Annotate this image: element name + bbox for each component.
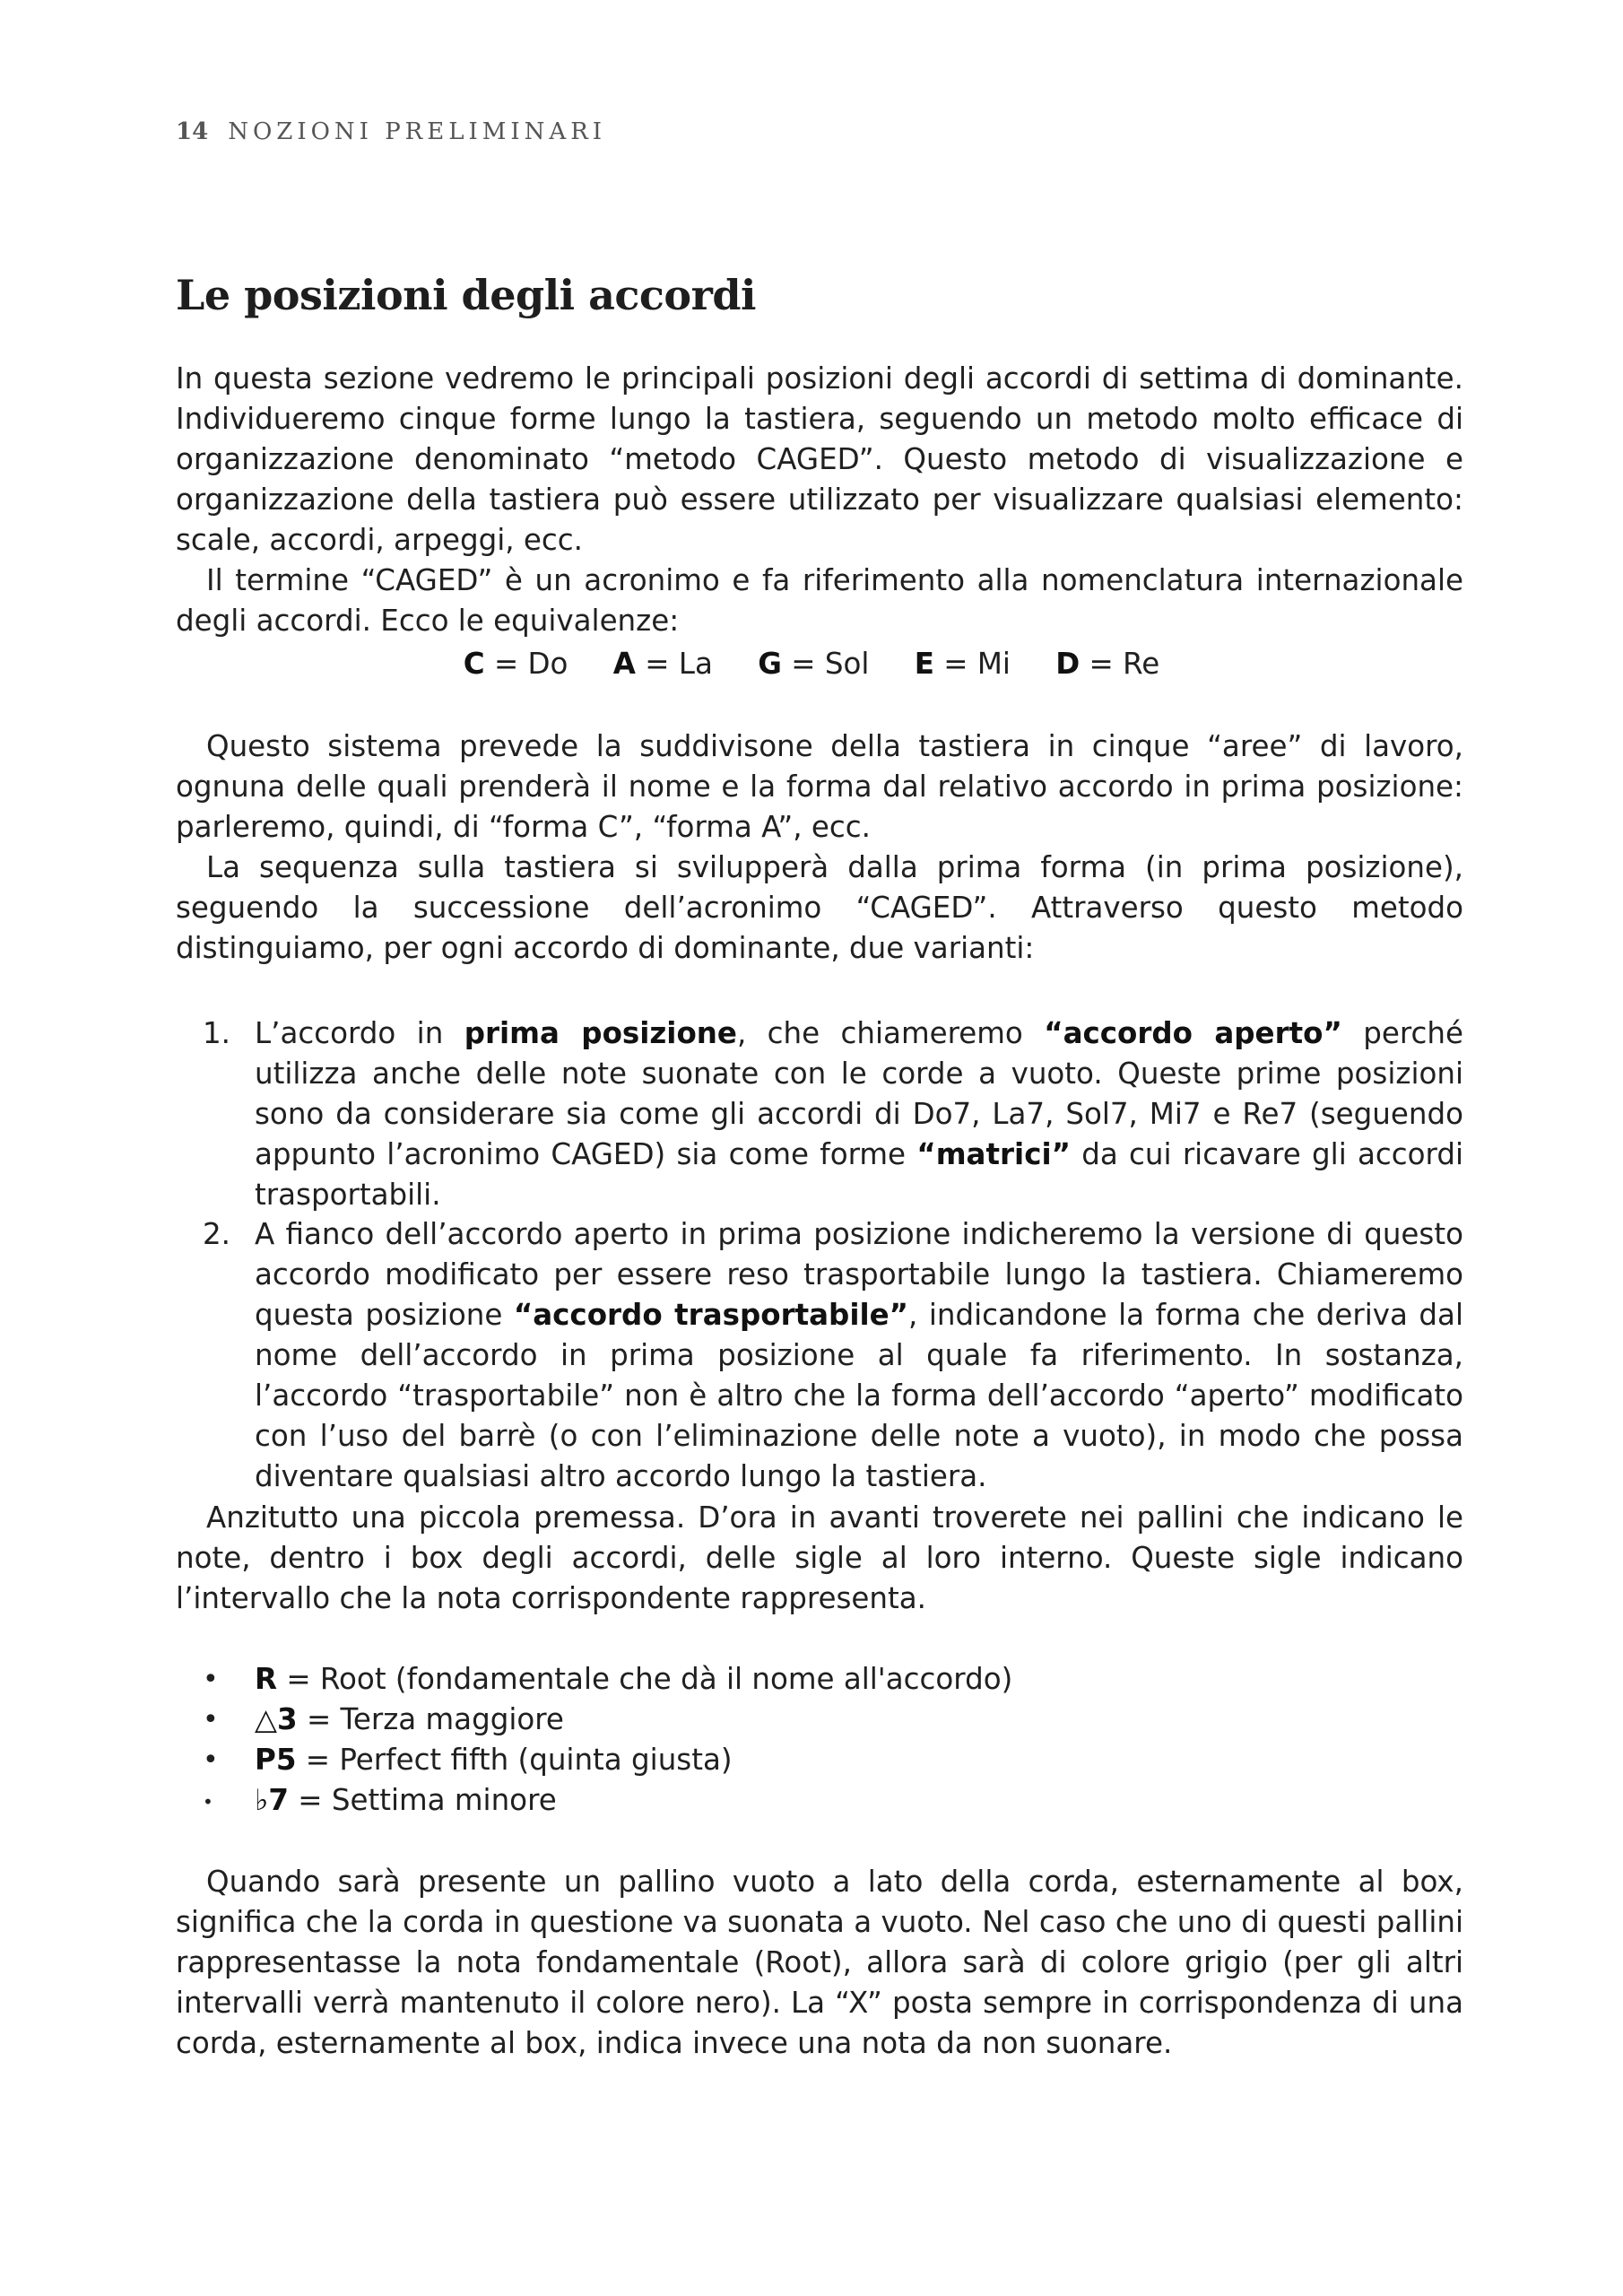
page-number: 14 bbox=[176, 118, 209, 145]
intro-paragraph-1: In questa sezione vedremo le principali posizioni degli accordi di settima di dominante. Individueremo cinque forme lungo la tastiera, seguendo un metodo molto efficace di organizzazione denominato “metodo CAGED”. Questo metodo di visualizzazione e organizzazione della tastiera può essere utilizzato per visualizzare qualsiasi elemento: scale, accordi, arpeggi, ecc. bbox=[176, 361, 1463, 557]
list-item-1: 1. L’accordo in prima posizione, che chiameremo “accordo aperto” perché utilizza anche delle note suonate con le corde a vuoto. Queste prime posizioni sono da considerare sia come gli accordi di Do7, La7, Sol7, Mi7 e Re7 (seguendo appunto l’acronimo CAGED) sia come forme “matrici” da cui ricavare gli accordi trasportabili. bbox=[176, 1013, 1463, 1215]
closing-paragraph: Quando sarà presente un pallino vuoto a lato della corda, esternamente al box, significa che la corda in questione va suonata a vuoto. Nel caso che uno di questi pallini rappresentasse la nota fondamentale (Root), allora sarà di colore grigio (per gli altri intervalli verrà mantenuto il colore nero). La “X” posta sempre in corrispondenza di una corda, esternamente al box, indica invece una nota da non suonare. bbox=[176, 1865, 1463, 2060]
numbered-list-2 bbox=[176, 1214, 1463, 1497]
intro-block bbox=[176, 359, 1463, 641]
section2-block bbox=[176, 726, 1463, 969]
section2-paragraph-1: Questo sistema prevede la suddivisone della tastiera in cinque “aree” di lavoro, ognuna delle quali prenderà il nome e la forma dal relativo accordo in prima posizione: parleremo, quindi, di “forma C”, “forma A”, ecc. bbox=[176, 729, 1463, 844]
intro-paragraph-2: Il termine “CAGED” è un acronimo e fa riferimento alla nomenclatura internazionale degli accordi. Ecco le equivalenze: bbox=[176, 563, 1463, 638]
running-head bbox=[176, 118, 606, 145]
legend-item-fifth: • P5 = Perfect fifth (quinta giusta) bbox=[176, 1740, 1463, 1780]
list-item-2: 2. A fianco dell’accordo aperto in prima posizione indicheremo la versione di questo accordo modificato per essere reso trasportabile lungo la tastiera. Chiameremo questa posizione “accordo trasportabile”, indicandone la forma che deriva dal nome dell’accordo in prima posizione al quale fa riferimento. In sostanza, l’accordo “trasportabile” non è altro che la forma dell’accordo “aperto” modificato con l’uso del barrè (o con l’eliminazione delle note a vuoto), in modo che possa diventare qualsiasi altro accordo lungo la tastiera. bbox=[176, 1214, 1463, 1497]
legend-item-third: • △3 = Terza maggiore bbox=[176, 1700, 1463, 1740]
bullet-icon: • bbox=[203, 1704, 219, 1735]
bullet-icon: • bbox=[203, 1791, 213, 1813]
legend-item-root: • R = Root (fondamentale che dà il nome all'accordo) bbox=[176, 1659, 1463, 1700]
bullet-icon: • bbox=[203, 1744, 219, 1776]
caged-pair-d: D = Re bbox=[1055, 647, 1160, 681]
page-title: Le posizioni degli accordi bbox=[176, 271, 756, 319]
bullet-icon: • bbox=[203, 1664, 219, 1695]
list-number-1: 1. bbox=[203, 1016, 231, 1050]
interval-legend bbox=[176, 1659, 1463, 1821]
closing-block bbox=[176, 1862, 1463, 2064]
premise-paragraph: Anzitutto una piccola premessa. D’ora in avanti troverete nei pallini che indicano le note, dentro i box degli accordi, delle sigle al loro interno. Queste sigle indicano l’intervallo che la nota corrispondente rappresenta. bbox=[176, 1500, 1463, 1615]
numbered-list bbox=[176, 1013, 1463, 1215]
caged-equivalences bbox=[0, 644, 1623, 684]
caged-pair-a: A = La bbox=[612, 647, 713, 681]
section-title: NOZIONI PRELIMINARI bbox=[228, 118, 607, 145]
caged-pair-e: E = Mi bbox=[914, 647, 1011, 681]
premise-block bbox=[176, 1498, 1463, 1619]
section2-paragraph-2: La sequenza sulla tastiera si svilupperà dalla prima forma (in prima posizione), seguendo la successione dell’acronimo “CAGED”. Attraverso questo metodo distinguiamo, per ogni accordo di dominante, due varianti: bbox=[176, 850, 1463, 965]
legend-item-seventh: • ♭7 = Settima minore bbox=[176, 1780, 1463, 1821]
caged-pair-c: C = Do bbox=[463, 647, 568, 681]
list-number-2: 2. bbox=[203, 1217, 231, 1251]
caged-pair-g: G = Sol bbox=[758, 647, 870, 681]
